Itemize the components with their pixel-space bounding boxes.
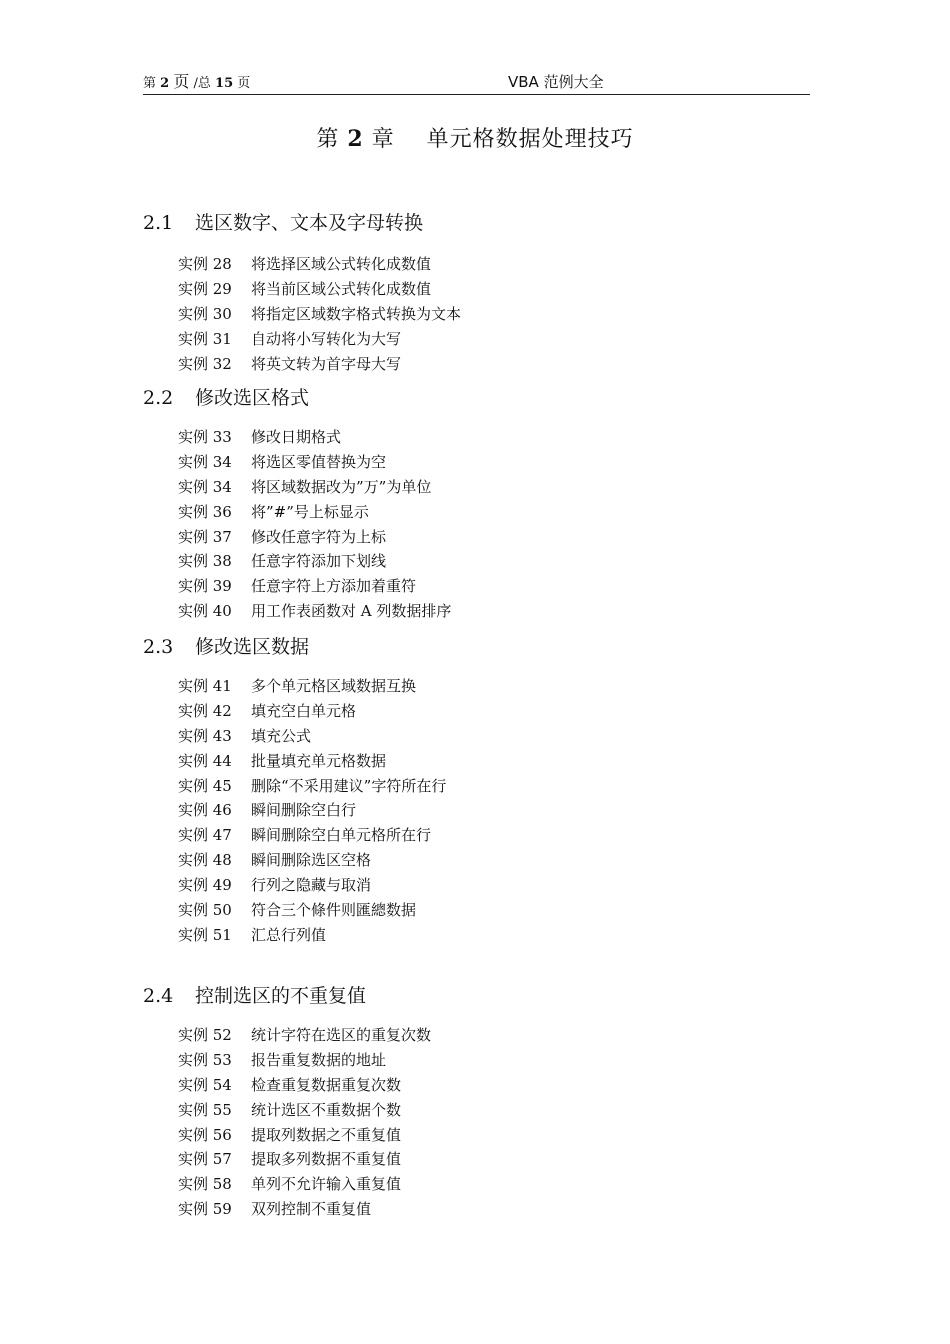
item-title: 用工作表函数对 A 列数据排序 xyxy=(251,602,452,621)
list-item[interactable] xyxy=(178,898,446,923)
section-title: 修改选区数据 xyxy=(195,636,310,658)
list-item[interactable] xyxy=(178,1023,431,1048)
list-item[interactable] xyxy=(178,1098,431,1123)
chapter-prefix: 第 xyxy=(316,127,340,152)
item-title: 统计字符在选区的重复次数 xyxy=(251,1026,432,1044)
list-item[interactable] xyxy=(178,574,451,599)
item-number: 实例 30 xyxy=(178,304,232,323)
list-item[interactable] xyxy=(178,1123,431,1148)
list-item[interactable] xyxy=(178,525,451,550)
list-item[interactable] xyxy=(178,252,461,277)
item-title: 多个单元格区域数据互换 xyxy=(251,677,417,695)
item-number: 实例 59 xyxy=(178,1200,232,1219)
item-title: 删除“不采用建议”字符所在行 xyxy=(251,776,447,795)
item-number: 实例 46 xyxy=(178,801,232,820)
item-title: 将区域数据改为”万”为单位 xyxy=(251,477,432,496)
section-number: 2.1 xyxy=(143,212,174,234)
item-title: 将当前区域公式转化成数值 xyxy=(251,279,432,298)
chapter-title: 单元格数据处理技巧 xyxy=(426,127,634,152)
chapter-number: 2 xyxy=(347,126,364,152)
list-item[interactable] xyxy=(178,823,446,848)
list-item[interactable] xyxy=(178,749,446,774)
item-number: 实例 56 xyxy=(178,1125,232,1144)
list-item[interactable] xyxy=(178,848,446,873)
item-number: 实例 34 xyxy=(178,477,232,496)
section-number: 2.2 xyxy=(143,387,174,409)
list-item[interactable] xyxy=(178,1197,431,1222)
item-title: 瞬间删除空白行 xyxy=(251,801,357,820)
list-item[interactable] xyxy=(178,500,451,525)
item-title: 双列控制不重复值 xyxy=(251,1200,372,1219)
list-item[interactable] xyxy=(178,599,451,624)
list-item[interactable] xyxy=(178,302,461,327)
section-heading xyxy=(143,981,366,1008)
item-title: 汇总行列值 xyxy=(251,925,327,944)
page-char: 页 xyxy=(173,72,190,91)
list-item[interactable] xyxy=(178,724,446,749)
section-item-list xyxy=(178,674,446,948)
item-number: 实例 32 xyxy=(178,354,232,373)
item-title: 修改任意字符为上标 xyxy=(251,527,387,546)
item-number: 实例 45 xyxy=(178,776,232,795)
list-item[interactable] xyxy=(178,327,461,352)
item-number: 实例 36 xyxy=(178,502,232,521)
page-prefix: 第 xyxy=(143,76,157,91)
list-item[interactable] xyxy=(178,923,446,948)
item-number: 实例 33 xyxy=(178,428,232,446)
list-item[interactable] xyxy=(178,425,451,450)
item-title: 行列之隐藏与取消 xyxy=(251,876,372,895)
item-number: 实例 29 xyxy=(178,279,232,298)
section-title: 修改选区格式 xyxy=(195,387,310,409)
section-heading xyxy=(143,632,309,659)
list-item[interactable] xyxy=(178,1048,431,1073)
item-title: 单列不允许输入重复值 xyxy=(251,1175,402,1194)
section-heading xyxy=(143,208,423,235)
item-title: 瞬间删除空白单元格所在行 xyxy=(251,826,432,845)
item-number: 实例 39 xyxy=(178,577,232,596)
page-indicator xyxy=(143,69,250,92)
item-number: 实例 50 xyxy=(178,901,232,920)
page-header xyxy=(143,72,810,95)
item-title: 将指定区域数字格式转换为文本 xyxy=(251,304,462,323)
item-number: 实例 31 xyxy=(178,329,232,348)
item-number: 实例 48 xyxy=(178,851,232,870)
section-title: 选区数字、文本及字母转换 xyxy=(195,212,424,234)
list-item[interactable] xyxy=(178,1073,431,1098)
item-title: 提取列数据之不重复值 xyxy=(251,1125,402,1144)
section-heading xyxy=(143,383,309,410)
item-number: 实例 41 xyxy=(178,677,232,695)
chapter-heading xyxy=(0,122,950,153)
item-title: 将选区零值替换为空 xyxy=(251,452,387,471)
list-item[interactable] xyxy=(178,1172,431,1197)
section-number: 2.4 xyxy=(143,985,174,1007)
list-item[interactable] xyxy=(178,352,461,377)
list-item[interactable] xyxy=(178,699,446,724)
list-item[interactable] xyxy=(178,475,451,500)
list-item[interactable] xyxy=(178,549,451,574)
item-title: 修改日期格式 xyxy=(251,428,342,446)
section-item-list xyxy=(178,425,451,624)
list-item[interactable] xyxy=(178,1147,431,1172)
item-number: 实例 54 xyxy=(178,1075,232,1094)
item-number: 实例 47 xyxy=(178,826,232,845)
item-title: 瞬间删除选区空格 xyxy=(251,851,372,870)
item-title: 检查重复数据重复次数 xyxy=(251,1075,402,1094)
section-item-list xyxy=(178,1023,431,1222)
item-number: 实例 38 xyxy=(178,552,232,571)
item-number: 实例 37 xyxy=(178,527,232,546)
section-number: 2.3 xyxy=(143,636,174,658)
item-number: 实例 51 xyxy=(178,925,232,944)
item-number: 实例 58 xyxy=(178,1175,232,1194)
section-title: 控制选区的不重复值 xyxy=(195,985,367,1007)
item-title: 将”#”号上标显示 xyxy=(251,502,369,521)
item-title: 批量填充单元格数据 xyxy=(251,751,387,770)
item-number: 实例 28 xyxy=(178,255,232,273)
item-title: 将英文转为首字母大写 xyxy=(251,354,402,373)
item-number: 实例 57 xyxy=(178,1150,232,1169)
item-title: 自动将小写转化为大写 xyxy=(251,329,402,348)
item-number: 实例 40 xyxy=(178,602,232,621)
page-current: 2 xyxy=(160,76,170,91)
page-total: 15 xyxy=(215,76,234,91)
item-title: 任意字符添加下划线 xyxy=(251,552,387,571)
page-suffix: 页 xyxy=(237,76,251,91)
section-item-list xyxy=(178,252,461,376)
item-number: 实例 55 xyxy=(178,1100,232,1119)
list-item[interactable] xyxy=(178,277,461,302)
item-title: 将选择区域公式转化成数值 xyxy=(251,255,432,273)
item-title: 任意字符上方添加着重符 xyxy=(251,577,417,596)
item-title: 符合三个條件则匯總数据 xyxy=(251,901,417,920)
item-number: 实例 49 xyxy=(178,876,232,895)
page-separator: /总 xyxy=(193,76,211,91)
chapter-suffix: 章 xyxy=(371,127,395,152)
list-item[interactable] xyxy=(178,774,446,799)
book-title: VBA 范例大全 xyxy=(508,73,604,91)
item-number: 实例 44 xyxy=(178,751,232,770)
item-number: 实例 52 xyxy=(178,1026,232,1044)
list-item[interactable] xyxy=(178,450,451,475)
item-number: 实例 43 xyxy=(178,726,232,745)
item-title: 报告重复数据的地址 xyxy=(251,1050,387,1069)
item-number: 实例 34 xyxy=(178,452,232,471)
item-title: 提取多列数据不重复值 xyxy=(251,1150,402,1169)
item-title: 填充公式 xyxy=(251,726,312,745)
list-item[interactable] xyxy=(178,873,446,898)
list-item[interactable] xyxy=(178,798,446,823)
list-item[interactable] xyxy=(178,674,446,699)
item-title: 统计选区不重数据个数 xyxy=(251,1100,402,1119)
item-number: 实例 42 xyxy=(178,701,232,720)
item-number: 实例 53 xyxy=(178,1050,232,1069)
item-title: 填充空白单元格 xyxy=(251,701,357,720)
